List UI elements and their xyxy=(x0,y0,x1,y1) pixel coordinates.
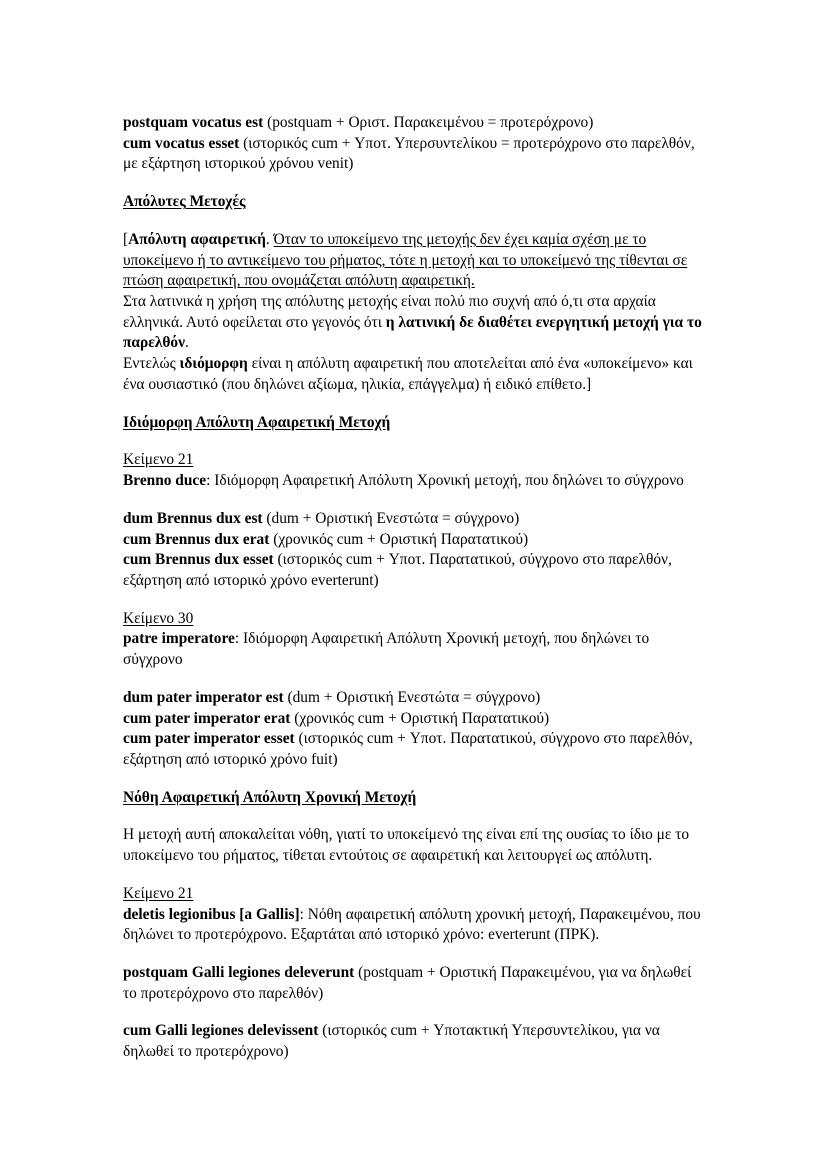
entry-brenno-duce-line xyxy=(123,471,707,492)
paragraph-bracket-note xyxy=(123,230,707,396)
gloss-dum-brennus-dux-est: (dum + Οριστική Ενεστώτα = σύγχρονο) xyxy=(262,509,520,527)
description-patre-imperatore: : Ιδιόμορφη Αφαιρετική Απόλυτη Χρονική μετοχή, που δηλώνει το σύγχρονο xyxy=(123,630,650,669)
latin-form-dum-pater-imperator-est: dum pater imperator est xyxy=(123,688,284,706)
latin-form-postquam-vocatus-est: postquam vocatus est xyxy=(123,114,264,131)
entry-keimeno-30-patre-imperatore xyxy=(123,609,707,671)
paragraph-postquam-vocatus xyxy=(123,113,707,175)
line-cum-brennus-dux-erat xyxy=(123,530,707,551)
line-cum-brennus-dux-esset xyxy=(123,550,707,591)
latin-form-cum-galli-delevissent: cum Galli legiones delevissent xyxy=(123,1022,319,1040)
heading-nothi-afairetiki: Νόθη Αφαιρετική Απόλυτη Χρονική Μετοχή xyxy=(123,788,417,806)
label-keimeno-30: Κείμενο 30 xyxy=(123,609,194,627)
line-cum-galli-delevissent xyxy=(123,1021,707,1062)
latin-form-cum-vocatus-esset: cum vocatus esset xyxy=(123,134,240,152)
line-dum-pater-imperator-est xyxy=(123,688,707,709)
latin-usage-period: . xyxy=(185,334,189,352)
gloss-cum-pater-imperator-esset: (ιστορικός cum + Υποτ. Παρατατικού, σύγχρονο στο παρελθόν, εξάρτηση από ιστορικό χρόνο fuit) xyxy=(123,730,693,768)
line-cum-pater-imperator-erat xyxy=(123,709,707,730)
description-brenno-duce: : Ιδιόμορφη Αφαιρετική Απόλυτη Χρονική μετοχή, που δηλώνει το σύγχρονο xyxy=(206,472,684,490)
term-brenno-duce: Brenno duce xyxy=(123,472,207,490)
emphasis-latin-no-active-participle: η λατινική δε διαθέτει ενεργητική μετοχή για το παρελθόν xyxy=(123,313,702,352)
heading-idiomorfi-apolyti: Ιδιόμορφη Απόλυτη Αφαιρετική Μετοχή xyxy=(123,413,391,431)
paragraph-pater-forms xyxy=(123,688,707,771)
latin-form-dum-brennus-dux-est: dum Brennus dux est xyxy=(123,509,263,527)
gloss-dum-pater-imperator-est: (dum + Οριστική Ενεστώτα = σύγχρονο) xyxy=(283,688,541,706)
label-keimeno-21-a: Κείμενο 21 xyxy=(123,451,194,469)
entry-keimeno-21-deletis-legionibus xyxy=(123,884,707,946)
idiomorfi-prefix: Εντελώς xyxy=(123,355,180,373)
term-patre-imperatore: patre imperatore xyxy=(123,630,235,648)
idiomorfi-rest: είναι η απόλυτη αφαιρετική που αποτελείται από ένα «υποκείμενο» και ένα ουσιαστικό (που δηλώνει αξίωμα, ηλικία, επάγγελμα) ή ειδικό επίθετο.] xyxy=(123,355,693,393)
term-separator: . xyxy=(265,230,274,248)
paragraph-nothi-explanation xyxy=(123,825,707,866)
term-deletis-legionibus: deletis legionibus [a Gallis] xyxy=(123,905,300,923)
emphasis-idiomorfi: ιδιόμορφη xyxy=(179,355,248,373)
line-dum-brennus-dux-est xyxy=(123,509,707,530)
gloss-postquam-galli-deleverunt: (postquam + Οριστική Παρακειμένου, για να δηλωθεί το προτερόχρονο στο παρελθόν) xyxy=(123,964,692,1002)
label-keimeno-21-b: Κείμενο 21 xyxy=(123,884,194,902)
document-body xyxy=(123,113,707,1063)
latin-usage-text: Στα λατινικά η χρήση της απόλυτης μετοχής είναι πολύ πιο συχνή από ό,τι στα αρχαία ελληνικά. Αυτό οφείλεται στο γεγονός ότι xyxy=(123,293,656,331)
note-idiomorfi-line xyxy=(123,354,707,395)
entry-keimeno-21-brenno-duce xyxy=(123,450,707,491)
gloss-postquam-vocatus-est: (postquam + Οριστ. Παρακειμένου = προτερόχρονο) xyxy=(263,114,594,131)
latin-form-cum-brennus-dux-esset: cum Brennus dux esset xyxy=(123,551,274,569)
description-deletis-legionibus: : Νόθη αφαιρετική απόλυτη χρονική μετοχή, Παρακειμένου, που δηλώνει το προτερόχρονο. Εξαρτάται από ιστορικό χρόνο: everterunt (ΠΡΚ). xyxy=(123,905,701,944)
note-latin-usage-line xyxy=(123,292,707,354)
line-postquam-vocatus-est xyxy=(123,113,707,134)
gloss-cum-galli-delevissent: (ιστορικός cum + Υποτακτική Υπερσυντελίκου, για να δηλωθεί το προτερόχρονο) xyxy=(123,1022,660,1061)
gloss-cum-brennus-dux-erat: (χρονικός cum + Οριστική Παρατατικού) xyxy=(269,530,529,548)
gloss-cum-pater-imperator-erat: (χρονικός cum + Οριστική Παρατατικού) xyxy=(290,709,550,727)
note-definition-line xyxy=(123,230,707,292)
underlined-definition: Όταν το υποκείμενο της μετοχής δεν έχει καμία σχέση με το υποκείμενο ή το αντικείμενο του ρήματος, τότε η μετοχή και το υποκείμενό της τίθενται σε πτώση αφαιρετική, που ονομάζεται απόλυτη αφαιρετική. xyxy=(123,230,688,290)
paragraph-brennus-forms xyxy=(123,509,707,592)
latin-form-cum-pater-imperator-erat: cum pater imperator erat xyxy=(123,709,291,727)
term-apolyti-afairetiki: Απόλυτη αφαιρετική xyxy=(128,230,266,248)
latin-form-postquam-galli-deleverunt: postquam Galli legiones deleverunt xyxy=(123,964,355,981)
paragraph-galli-cum xyxy=(123,1021,707,1062)
nothi-explanation-text: Η μετοχή αυτή αποκαλείται νόθη, γιατί το υποκείμενό της είναι επί της ουσίας το ίδιο με το υποκείμενο του ρήματος, τίθεται εντούτοις σε αφαιρετική και λειτουργεί ως απόλυτη. xyxy=(123,826,690,865)
entry-patre-imperatore-line xyxy=(123,629,707,670)
entry-deletis-legionibus-line xyxy=(123,905,707,946)
latin-form-cum-pater-imperator-esset: cum pater imperator esset xyxy=(123,730,295,748)
paragraph-galli-postquam xyxy=(123,963,707,1004)
gloss-cum-brennus-dux-esset: (ιστορικός cum + Υποτ. Παρατατικού, σύγχρονο στο παρελθόν, εξάρτηση από ιστορικό χρόνο everterunt) xyxy=(123,551,672,589)
line-postquam-galli-deleverunt xyxy=(123,963,707,1004)
line-cum-pater-imperator-esset xyxy=(123,729,707,770)
gloss-cum-vocatus-esset: (ιστορικός cum + Υποτ. Υπερσυντελίκου = προτερόχρονο στο παρελθόν, με εξάρτηση ιστορικού χρόνου venit) xyxy=(123,134,695,173)
open-bracket: [ xyxy=(123,230,129,248)
heading-apolytes-metoches: Απόλυτες Μετοχές xyxy=(123,193,246,211)
line-cum-vocatus-esset xyxy=(123,134,707,175)
latin-form-cum-brennus-dux-erat: cum Brennus dux erat xyxy=(123,530,270,548)
